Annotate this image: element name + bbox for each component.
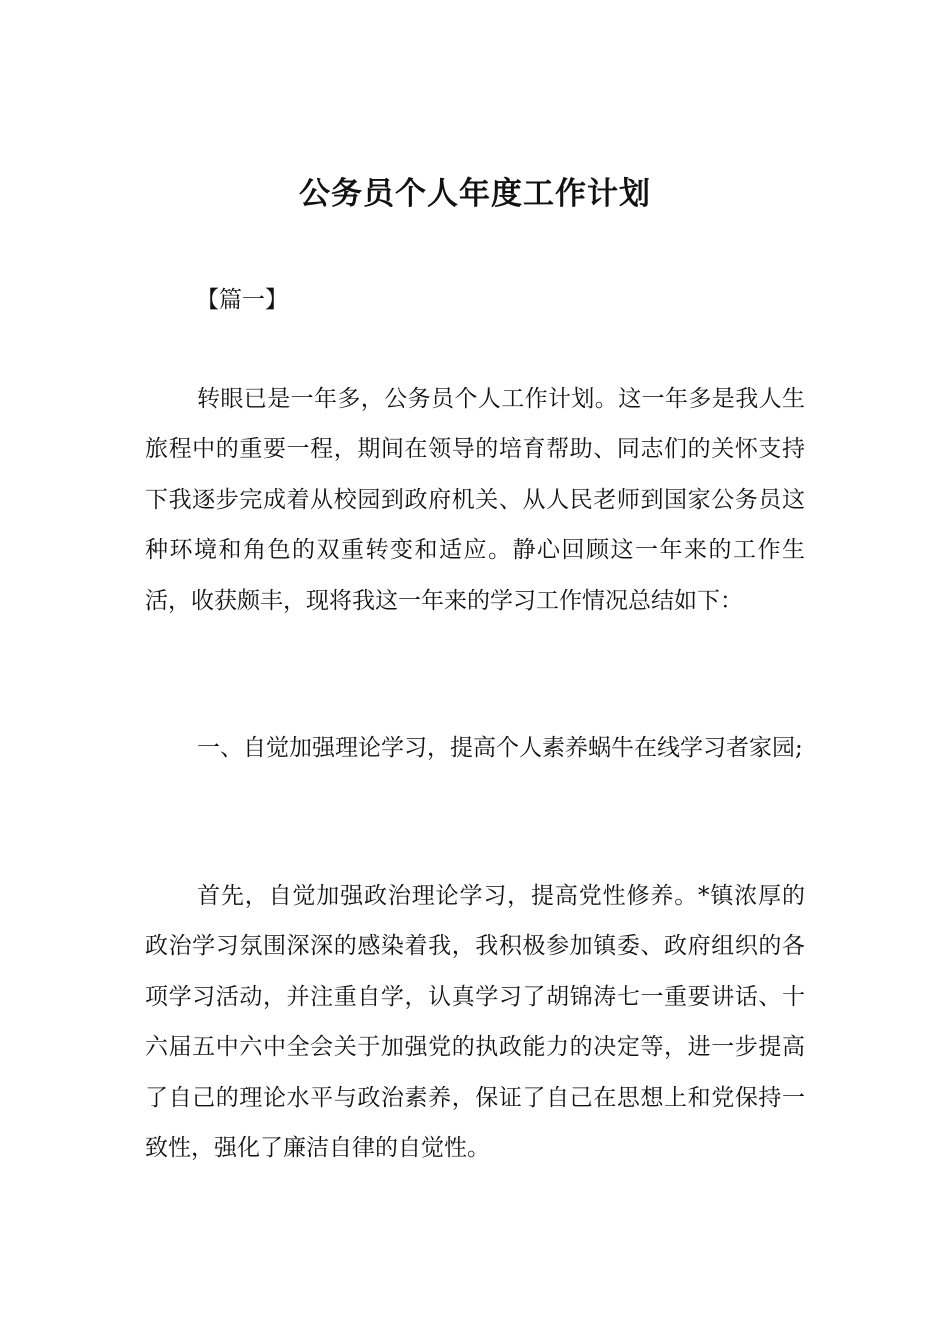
section-label: 【篇一】 (196, 287, 288, 313)
document-title: 公务员个人年度工作计划 (299, 176, 651, 212)
paragraph-heading-one: 一、自觉加强理论学习，提高个人素养蜗牛在线学习者家园; (197, 735, 803, 761)
paragraph-intro: 转眼已是一年多，公务员个人工作计划。这一年多是我人生旅程中的重要一程，期间在领导的培育帮助、同志们的关怀支持下我逐步完成着从校园到政府机关、从人民老师到国家公务员这种环境和角色的双重转变和适应。静心回顾这一年来的工作生活，收获颇丰，现将我这一年来的学习工作情况总结如下： (145, 386, 805, 614)
paragraph-political-study: 首先，自觉加强政治理论学习，提高党性修养。*镇浓厚的政治学习氛围深深的感染着我，我积极参加镇委、政府组织的各项学习活动，并注重自学，认真学习了胡锦涛七一重要讲话、十六届五中六中全会关于加强党的执政能力的决定等，进一步提高了自己的理论水平与政治素养，保证了自己在思想上和党保持一致性，强化了廉洁自律的自觉性。 (145, 883, 805, 1162)
